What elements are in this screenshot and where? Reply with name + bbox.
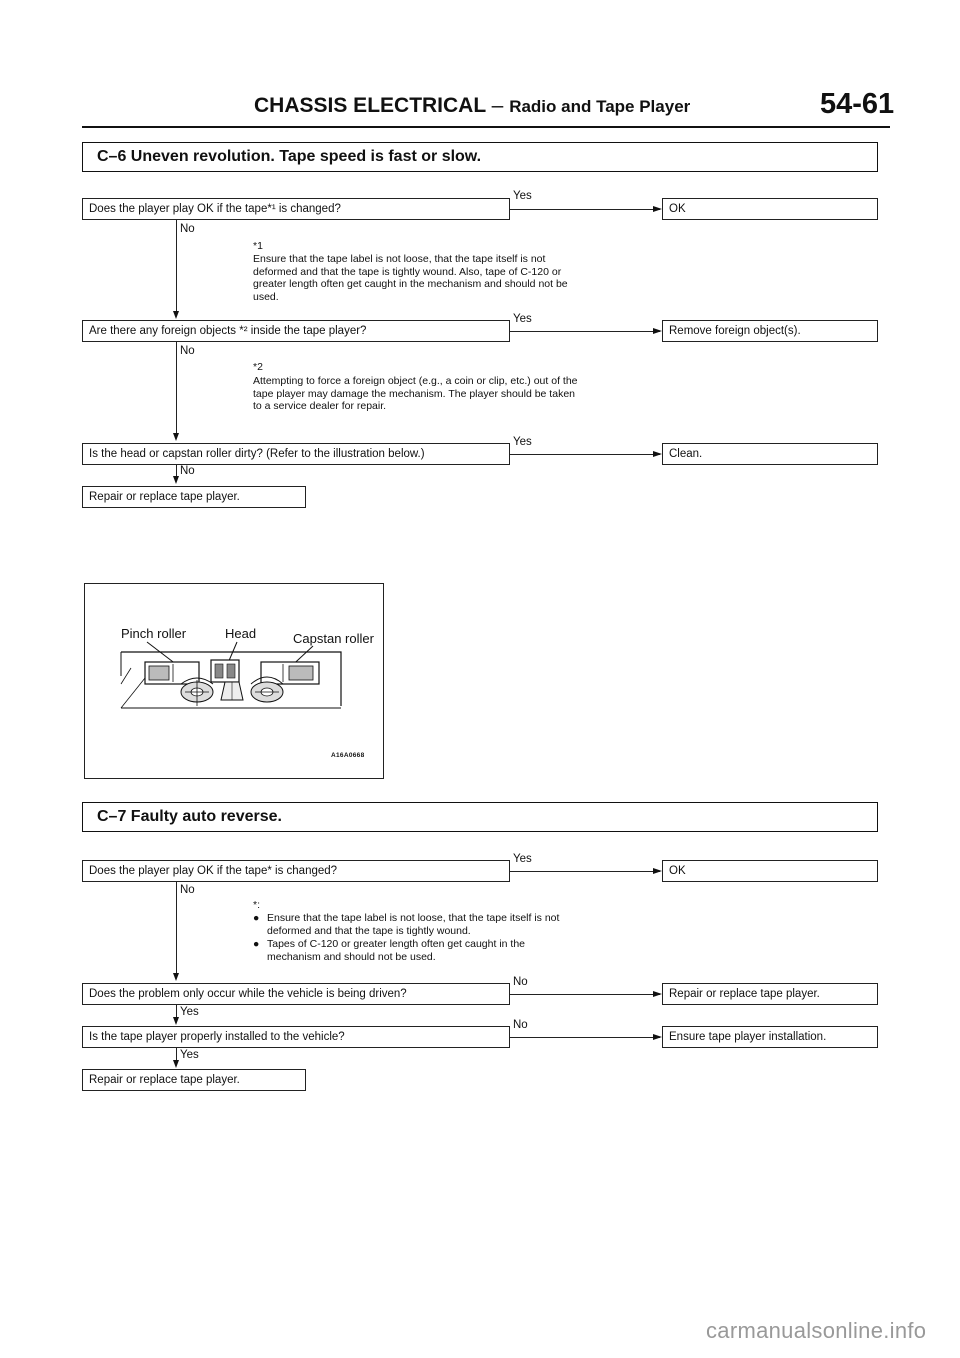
c7-q3-down-arrow-icon: [173, 1060, 179, 1068]
c7-q2-arrow-icon: [653, 991, 662, 997]
header-rule: [82, 126, 890, 128]
c7-q2-no-label: No: [513, 976, 528, 988]
c6-note-2-mark: *2: [253, 361, 263, 373]
c7-q2-yes-label: Yes: [180, 1006, 199, 1018]
c7-note-bullet-1-text: Ensure that the tape label is not loose, that the tape itself is not deformed and that the tape is tightly wound.: [267, 912, 560, 937]
c6-question-3: Is the head or capstan roller dirty? (Refer to the illustration below.): [82, 443, 510, 465]
c6-q2-arrow-icon: [653, 328, 662, 334]
c7-q1-arrow-icon: [653, 868, 662, 874]
c6-q1-yes-label: Yes: [513, 190, 532, 202]
c6-q1-arrow-icon: [653, 206, 662, 212]
header-subtitle: Radio and Tape Player: [509, 97, 691, 116]
c7-note-mark: *:: [253, 899, 261, 911]
c6-question-1: Does the player play OK if the tape*¹ is changed?: [82, 198, 510, 220]
label-pinch-roller: Pinch roller: [121, 626, 187, 641]
c7-q1-yes-line: [510, 871, 660, 872]
c6-q2-no-line: [176, 342, 177, 434]
tape-mechanism-drawing: [85, 584, 385, 780]
page-number: 54-61: [820, 88, 895, 120]
c6-q3-yes-line: [510, 454, 660, 455]
c7-q2-no-line: [510, 994, 660, 995]
c7-q1-no-line: [176, 882, 177, 974]
illustration-code: A16A0668: [331, 752, 365, 759]
c6-q3-no-label: No: [180, 465, 195, 477]
c6-q2-yes-line: [510, 331, 660, 332]
c7-note-bullet-2-text: Tapes of C-120 or greater length often get caught in the mechanism and should not be used.: [267, 938, 526, 963]
section-title-c7: C–7 Faulty auto reverse.: [82, 802, 878, 832]
c7-result-2: Repair or replace tape player.: [662, 983, 878, 1005]
c7-q1-no-label: No: [180, 884, 195, 896]
label-capstan-roller: Capstan roller: [293, 631, 374, 646]
c6-q2-down-arrow-icon: [173, 433, 179, 441]
c7-q1-yes-label: Yes: [513, 853, 532, 865]
c6-q3-down-arrow-icon: [173, 476, 179, 484]
c6-question-2: Are there any foreign objects *² inside the tape player?: [82, 320, 510, 342]
c7-question-3: Is the tape player properly installed to the vehicle?: [82, 1026, 510, 1048]
c7-note-bullet-2: [253, 938, 563, 963]
page-header-title: [254, 94, 690, 118]
c6-q2-yes-label: Yes: [513, 313, 532, 325]
bullet-icon: ●: [253, 938, 260, 950]
tape-mechanism-illustration: [84, 583, 384, 779]
c6-final: Repair or replace tape player.: [82, 486, 306, 508]
c6-q1-no-label: No: [180, 223, 195, 235]
c6-q3-yes-label: Yes: [513, 436, 532, 448]
c6-q2-no-label: No: [180, 345, 195, 357]
c7-note-bullet-1: [253, 912, 563, 937]
c6-result-2: Remove foreign object(s).: [662, 320, 878, 342]
c7-q2-down-arrow-icon: [173, 1017, 179, 1025]
c7-final: Repair or replace tape player.: [82, 1069, 306, 1091]
c7-q3-yes-label: Yes: [180, 1049, 199, 1061]
c6-result-1: OK: [662, 198, 878, 220]
c6-result-3: Clean.: [662, 443, 878, 465]
c6-q1-yes-line: [510, 209, 660, 210]
c6-q3-arrow-icon: [653, 451, 662, 457]
c7-q3-no-line: [510, 1037, 660, 1038]
footer-watermark: carmanualsonline.info: [706, 1318, 927, 1343]
c7-q1-down-arrow-icon: [173, 973, 179, 981]
c6-note-1: Ensure that the tape label is not loose, that the tape itself is not deformed and that the tape is tightly wound. Also, tape of C-120 or greater length often get caught in the mechanism and should not be used.: [253, 253, 568, 303]
c7-q3-arrow-icon: [653, 1034, 662, 1040]
c7-question-2: Does the problem only occur while the vehicle is being driven?: [82, 983, 510, 1005]
c6-note-2: Attempting to force a foreign object (e.g., a coin or clip, etc.) out of the tape player may damage the mechanism. The player should be taken to a service dealer for repair.: [253, 375, 578, 412]
section-title-c6: C–6 Uneven revolution. Tape speed is fast or slow.: [82, 142, 878, 172]
c7-q3-no-label: No: [513, 1019, 528, 1031]
c6-note-1-mark: *1: [253, 240, 263, 252]
c6-q1-down-arrow-icon: [173, 311, 179, 319]
c6-q1-no-line: [176, 220, 177, 312]
c7-question-1: Does the player play OK if the tape* is changed?: [82, 860, 510, 882]
c7-result-1: OK: [662, 860, 878, 882]
c7-result-3: Ensure tape player installation.: [662, 1026, 878, 1048]
bullet-icon: ●: [253, 912, 260, 924]
header-title: CHASSIS ELECTRICAL: [254, 94, 486, 117]
label-head: Head: [225, 626, 257, 641]
header-dash: –: [491, 94, 504, 117]
